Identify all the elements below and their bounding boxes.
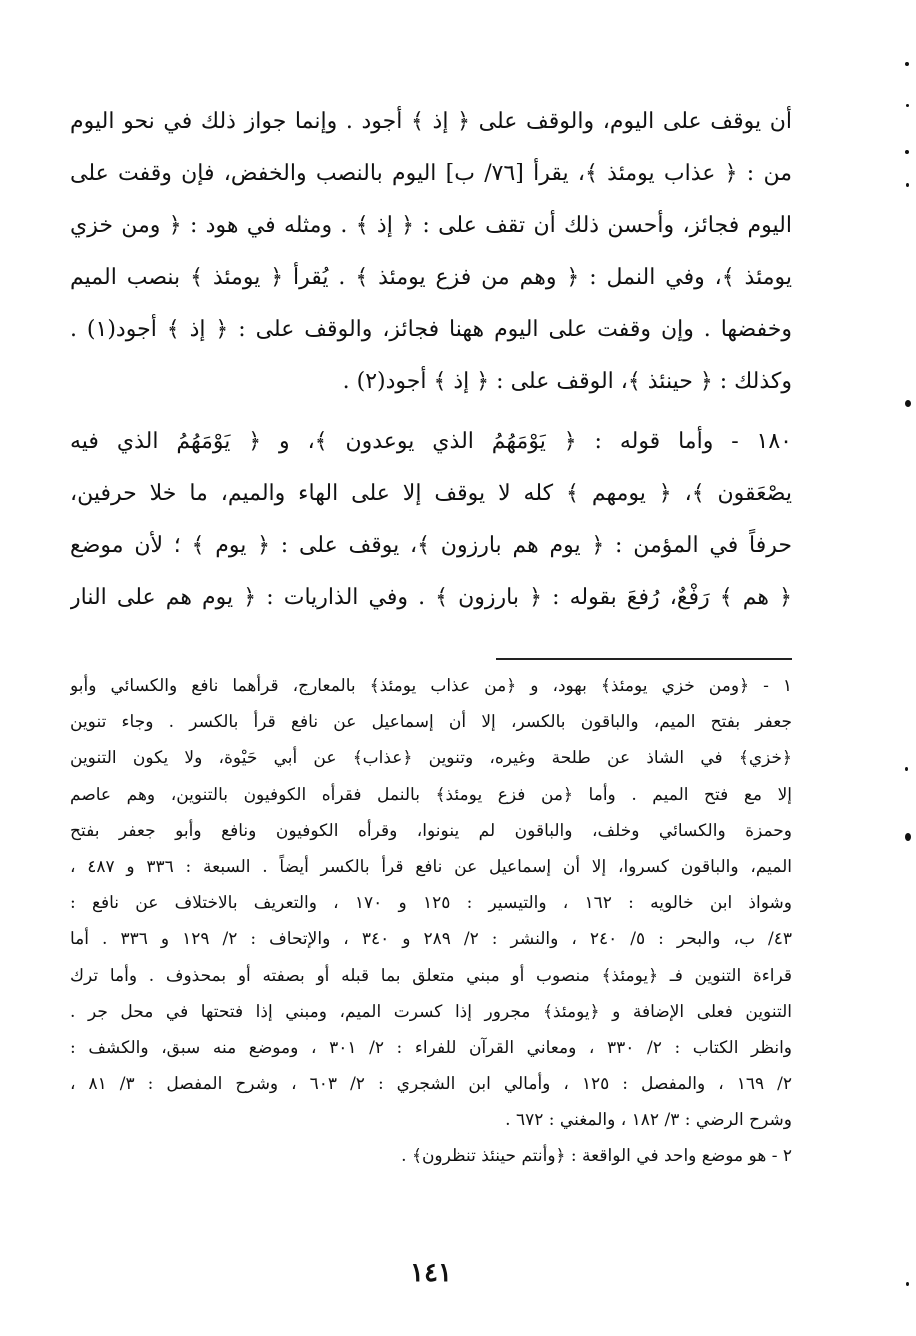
main-text-line: يصْعَقون ﴾، ﴿ يومهم ﴾ كله لا يوقف إلا على الهاء والميم، ما خلا حرفين، <box>70 481 792 506</box>
footnote-separator <box>496 658 792 660</box>
scan-mark <box>905 833 911 841</box>
scan-mark <box>906 1282 909 1286</box>
footnote-line: ٢/ ١٦٩ ، والمفصل : ١٢٥ ، وأمالي ابن الشجري : ٢/ ٦٠٣ ، وشرح المفصل : ٣/ ٨١ ، <box>70 1074 792 1095</box>
footnote-line: ١ - ﴿ومن خزي يومئذ﴾ بهود، و ﴿من عذاب يومئذ﴾ بالمعارج، قرأهما نافع والكسائي وأبو <box>70 676 792 696</box>
main-text <box>70 96 792 624</box>
footnote-line: التنوين فعلى الإضافة و ﴿يومئذ﴾ مجرور إذا كسرت الميم، ومبني إذا فتحتها في محل جر . <box>70 1001 792 1022</box>
main-text-line: وخفضها . وإن وقفت على اليوم ههنا فجائز، والوقف على : ﴿ إذ ﴾ أجود(١) . <box>70 317 792 342</box>
footnote-line: وحمزة والكسائي وخلف، والباقون لم ينونوا، وقرأه الكوفيون ونافع وأبو جعفر بفتح <box>70 820 792 841</box>
footnote-line: إلا مع فتح الميم . وأما ﴿من فزع يومئذ﴾ بالنمل فقرأه الكوفيون بالتنوين، وهم عاصم <box>70 784 792 805</box>
main-text-line: حرفاً في المؤمن : ﴿ يوم هم بارزون ﴾، يوقف على : ﴿ يوم ﴾ ؛ لأن موضع <box>70 533 792 558</box>
main-text-line: ﴿ هم ﴾ رَفْعٌ، رُفعَ بقوله : ﴿ بارزون ﴾ . وفي الذاريات : ﴿ يوم هم على النار <box>70 585 792 610</box>
main-text-line: من : ﴿ عذاب يومئذ ﴾، يقرأ [٧٦/ ب] اليوم بالنصب والخفض، فإن وقفت على <box>70 161 792 186</box>
footnote-line: وانظر الكتاب : ٢/ ٣٣٠ ، ومعاني القرآن للفراء : ٢/ ٣٠١ ، وموضع منه سبق، والكشف : <box>70 1037 792 1058</box>
footnotes <box>70 668 792 1175</box>
footnote-line: الميم، والباقون كسروا، إلا أن إسماعيل عن نافع قرأ بالكسر أيضاً . السبعة : ٣٣٦ و ٤٨٧ ، <box>70 856 792 877</box>
scan-mark <box>905 62 909 66</box>
footnote-line: ٤٣/ ب، والبحر : ٥/ ٢٤٠ ، والنشر : ٢/ ٢٨٩ و ٣٤٠ ، والإتحاف : ٢/ ١٢٩ و ٣٣٦ . أما <box>70 929 792 950</box>
main-text-line: أن يوقف على اليوم، والوقف على ﴿ إذ ﴾ أجود . وإنما جواز ذلك في نحو اليوم <box>70 109 792 134</box>
main-text-line: ١٨٠ - وأما قوله : ﴿ يَوْمَهُمُ الذي يوعدون ﴾، و ﴿ يَوْمَهُمُ الذي فيه <box>70 429 792 454</box>
footnote-line: ٢ - هو موضع واحد في الواقعة : ﴿وأنتم حينئذ تنظرون﴾ . <box>401 1146 792 1167</box>
footnote-line: جعفر بفتح الميم، والباقون بالكسر، إلا أن إسماعيل عن نافع قرأ بالكسر . وجاء تنوين <box>70 712 792 733</box>
scan-mark <box>906 183 909 187</box>
scan-mark <box>905 150 909 154</box>
footnote-line: وشرح الرضي : ٣/ ١٨٢ ، والمغني : ٦٧٢ . <box>505 1110 792 1131</box>
book-page <box>70 0 792 1336</box>
paragraph-break <box>70 408 792 416</box>
page-number: ١٤١ <box>410 1258 452 1288</box>
main-text-line: اليوم فجائز، وأحسن ذلك أن تقف على : ﴿ إذ ﴾ . ومثله في هود : ﴿ ومن خزي <box>70 213 792 238</box>
footnote-line: قراءة التنوين فـ ﴿يومئذ﴾ منصوب أو مبني متعلق بما قبله أو بصفته أو بمحذوف . وأما ترك <box>70 965 792 986</box>
scan-mark <box>905 767 908 771</box>
scan-mark <box>905 400 911 407</box>
footnote-line: ﴿خزي﴾ في الشاذ عن طلحة وغيره، وتنوين ﴿عذاب﴾ عن أبي حَيْوة، ولا يكون التنوين <box>70 748 792 769</box>
scan-mark <box>906 104 909 107</box>
main-text-line: وكذلك : ﴿ حينئذ ﴾، الوقف على : ﴿ إذ ﴾ أجود(٢) . <box>342 369 792 394</box>
footnote-line: وشواذ ابن خالويه : ١٦٢ ، والتيسير : ١٢٥ و ١٧٠ ، والتعريف بالاختلاف عن نافع : <box>70 893 792 914</box>
main-text-line: يومئذ ﴾، وفي النمل : ﴿ وهم من فزع يومئذ ﴾ . يُقرأ ﴿ يومئذ ﴾ بنصب الميم <box>70 265 792 290</box>
